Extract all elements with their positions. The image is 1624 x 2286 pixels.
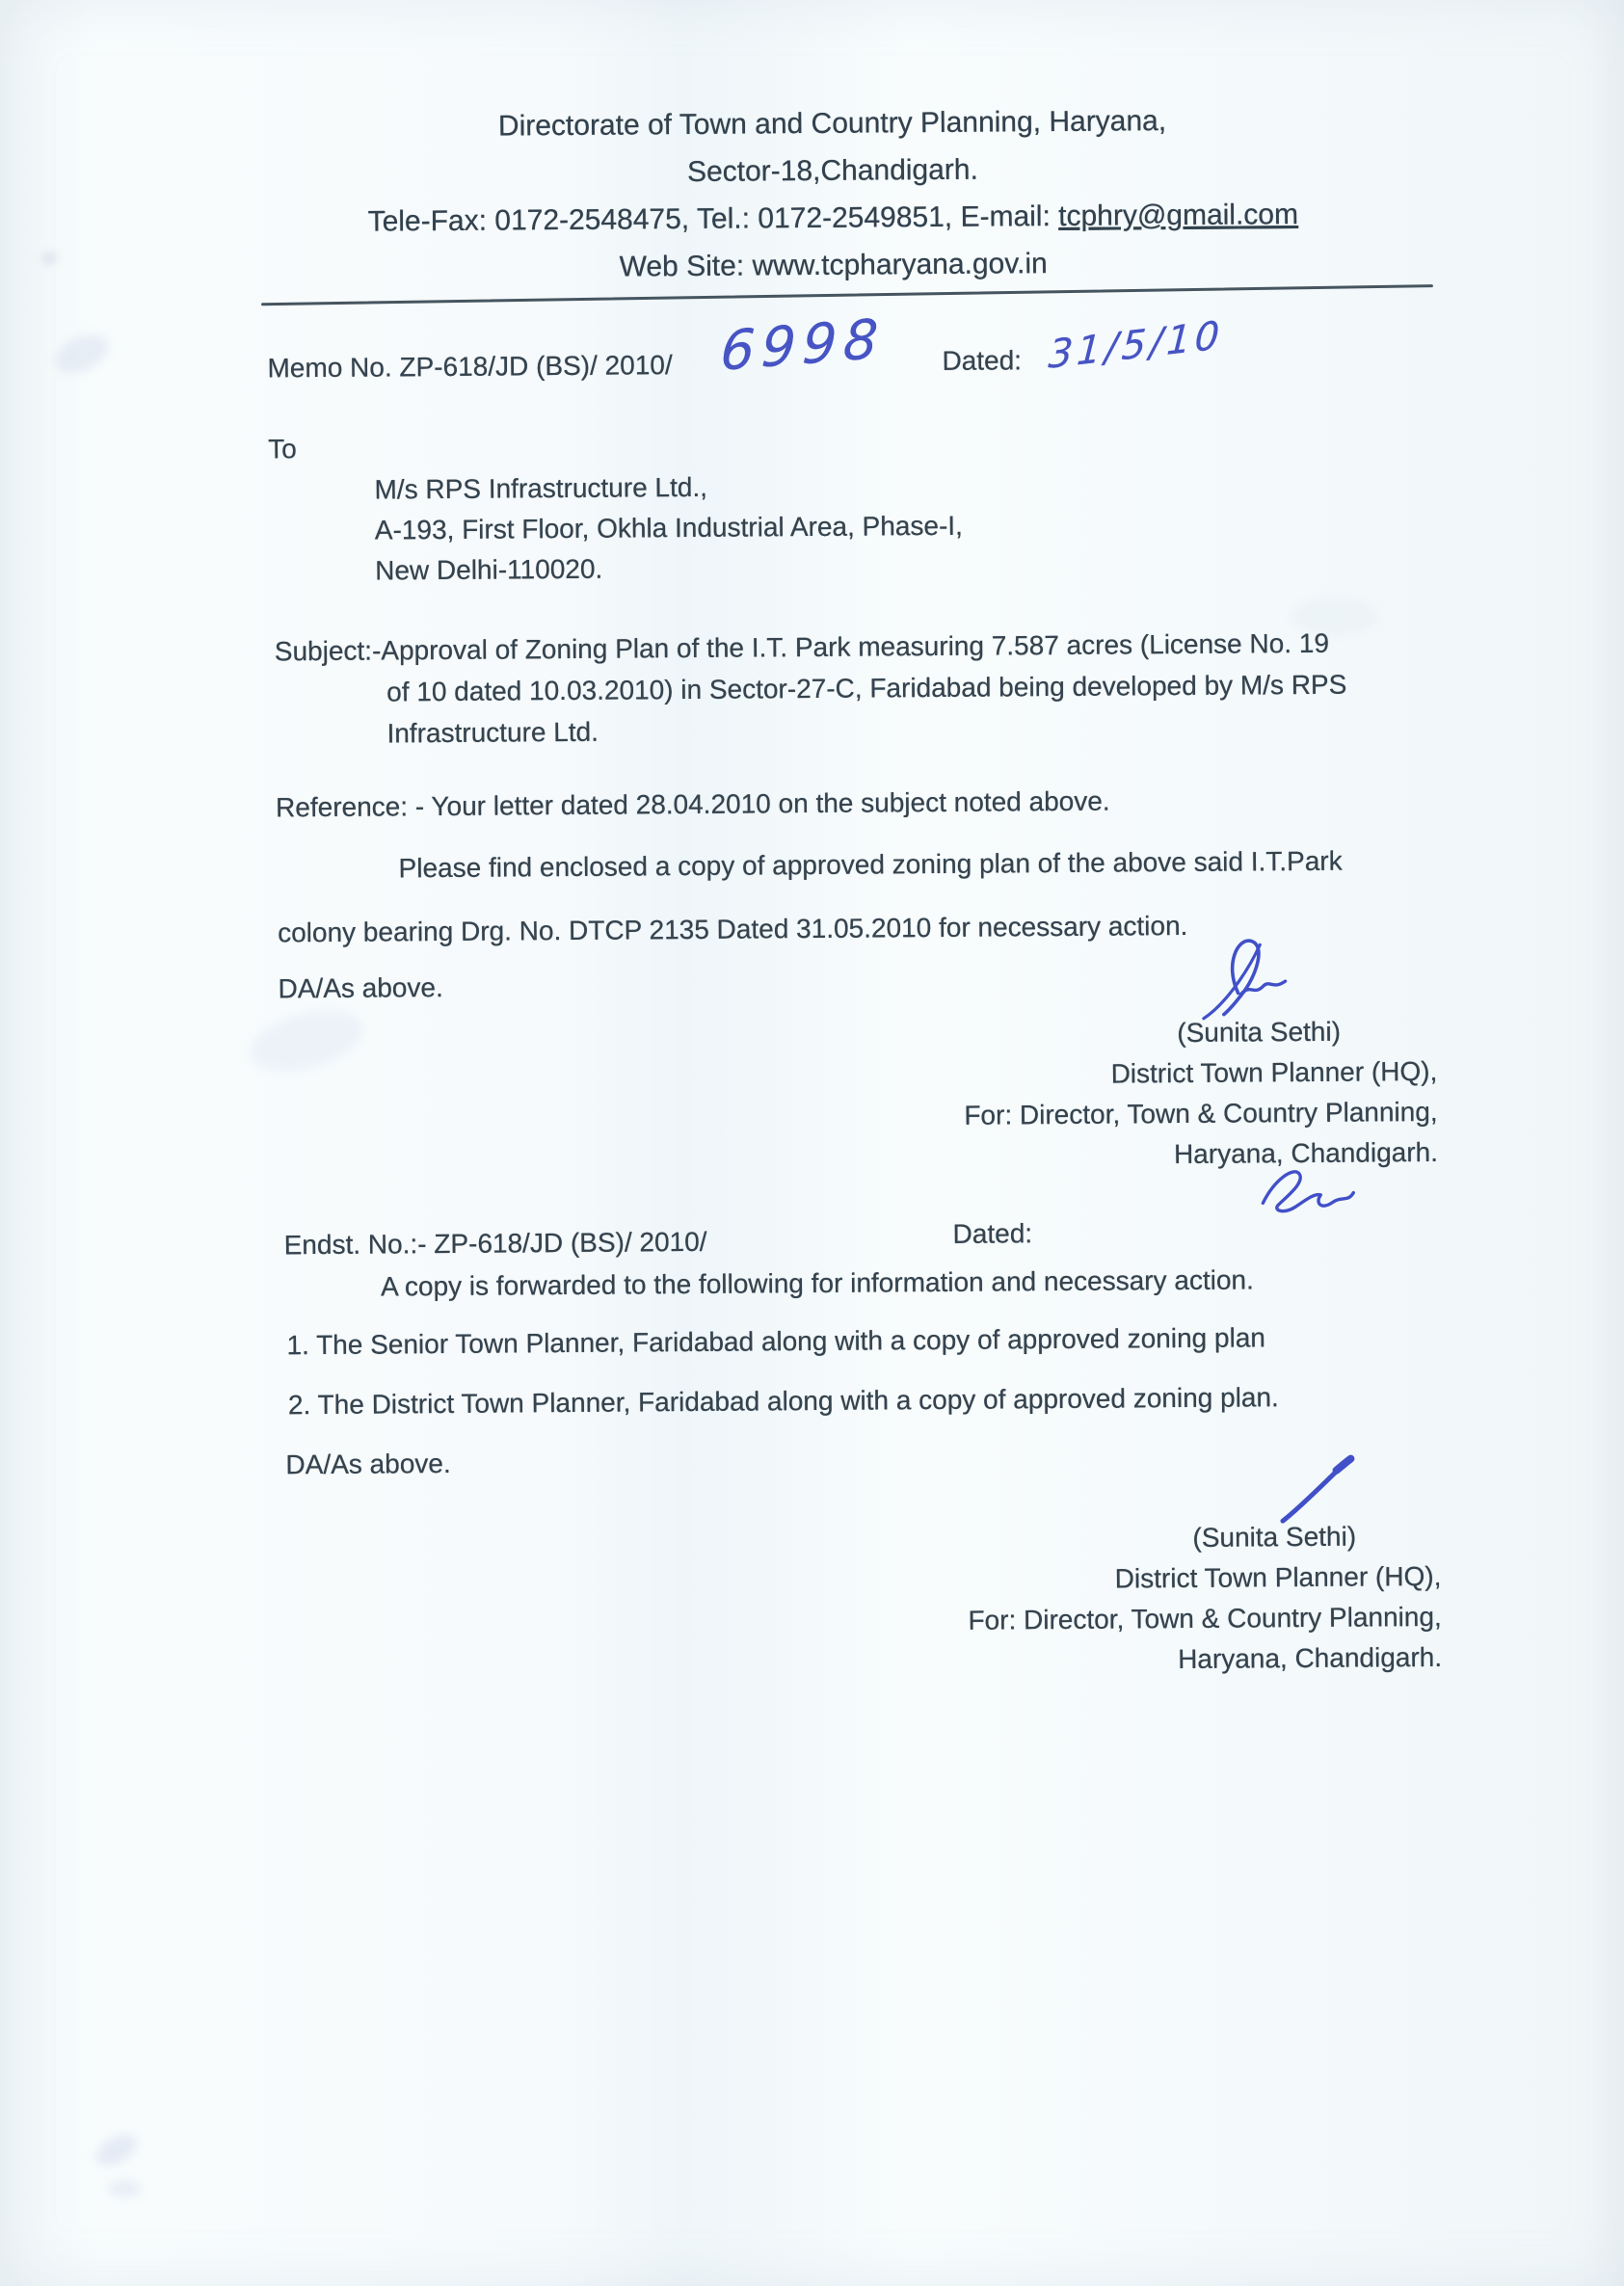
recipient-line: A-193, First Floor, Okhla Industrial Area, Phase-I, <box>374 510 964 545</box>
endorsement-number-label: Endst. No.:- ZP-618/JD (BS)/ 2010/ <box>283 1226 707 1261</box>
subject-line-3: Infrastructure Ltd. <box>386 716 599 749</box>
subject-text: Approval of Zoning Plan of the I.T. Park measuring 7.587 acres (License No. 19 <box>381 627 1330 666</box>
signatory-designation: District Town Planner (HQ), <box>1114 1560 1442 1594</box>
handwritten-date: 31/5/10 <box>1047 312 1225 378</box>
signature-ink-scribble <box>1195 933 1304 1024</box>
signatory-for-line: For: Director, Town & Country Planning, <box>968 1601 1442 1635</box>
signatory-designation: District Town Planner (HQ), <box>1110 1055 1438 1089</box>
body-paragraph-line-1: Please find enclosed a copy of approved zoning plan of the above said I.T.Park <box>398 845 1343 884</box>
signatory-name: (Sunita Sethi) <box>1177 1016 1342 1049</box>
body-paragraph-line-2: colony bearing Drg. No. DTCP 2135 Dated 31.05.2010 for necessary action. <box>278 910 1188 948</box>
signature-block-1 <box>859 1011 1438 1178</box>
dated-label: Dated: <box>942 345 1023 376</box>
letterhead-website: Web Site: www.tcpharyana.gov.in <box>619 248 1048 283</box>
signatory-place: Haryana, Chandigarh. <box>1178 1641 1443 1675</box>
subject-label: Subject:- <box>274 635 382 667</box>
endorsement-item: 1. The Senior Town Planner, Faridabad along with a copy of approved zoning plan <box>286 1322 1266 1361</box>
enclosure-note: DA/As above. <box>285 1448 451 1480</box>
signatory-name: (Sunita Sethi) <box>1192 1521 1357 1553</box>
recipient-line: M/s RPS Infrastructure Ltd., <box>374 471 708 505</box>
signatory-place: Haryana, Chandigarh. <box>1173 1136 1439 1170</box>
endorsement-copy-line: A copy is forwarded to the following for information and necessary action. <box>380 1264 1254 1302</box>
signatory-for-line: For: Director, Town & Country Planning, <box>964 1096 1438 1130</box>
letterhead-contact-line <box>235 190 1430 247</box>
handwritten-memo-number: 6998 <box>718 307 887 384</box>
to-label: To <box>268 434 297 465</box>
endorsement-item: 2. The District Town Planner, Faridabad along with a copy of approved zoning plan. <box>287 1382 1279 1421</box>
subject-line-2: of 10 dated 10.03.2010) in Sector-27-C, Faridabad being developed by M/s RPS <box>386 669 1347 707</box>
subject-block <box>275 623 1347 756</box>
letterhead-phone-fax: Tele-Fax: 0172-2548475, Tel.: 0172-2549851, E-mail: <box>367 199 1059 238</box>
recipient-address-block <box>374 465 963 592</box>
enclosure-note: DA/As above. <box>278 972 443 1004</box>
email-address: tcphry@gmail.com <box>1058 199 1299 232</box>
letterhead-address: Sector-18,Chandigarh. <box>686 153 978 188</box>
reference-line: Reference: - Your letter dated 28.04.2010 on the subject noted above. <box>275 785 1110 823</box>
signature-block-2 <box>863 1516 1442 1683</box>
memo-number-label: Memo No. ZP-618/JD (BS)/ 2010/ <box>267 350 673 384</box>
letterhead <box>234 95 1431 294</box>
letterhead-org-name: Directorate of Town and Country Planning, Haryana, <box>497 105 1167 143</box>
initials-ink-scribble <box>1257 1158 1357 1217</box>
recipient-line: New Delhi-110020. <box>375 553 603 586</box>
endorsement-dated-label: Dated: <box>952 1218 1033 1249</box>
